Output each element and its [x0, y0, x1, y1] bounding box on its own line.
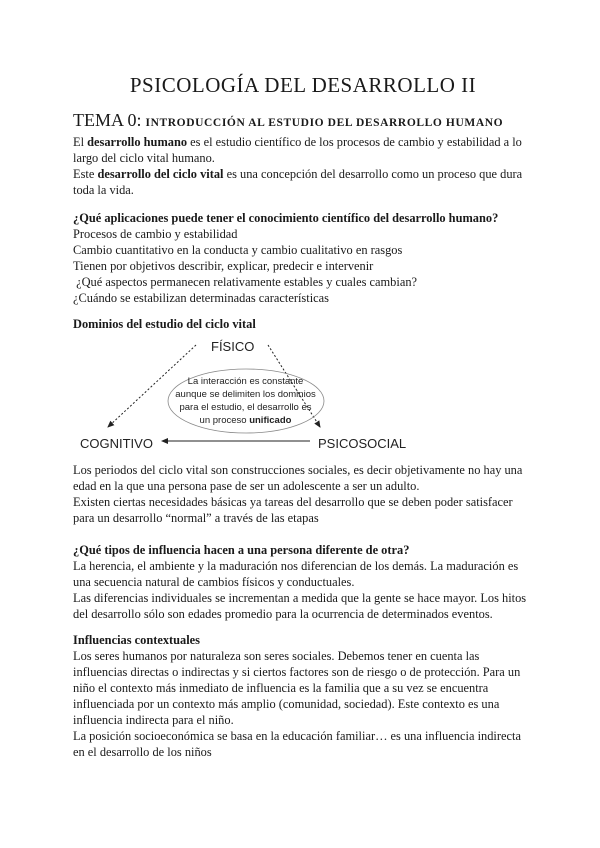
label-psicosocial: PSICOSOCIAL — [318, 436, 407, 451]
intro-section — [73, 134, 533, 198]
contextuales-section — [73, 632, 533, 760]
aplicaciones-line-1: Procesos de cambio y estabilidad — [73, 227, 238, 241]
intro-p1-bold: desarrollo humano — [87, 135, 188, 149]
intro-paragraph-2 — [73, 166, 533, 198]
intro-p2-bold: desarrollo del ciclo vital — [97, 167, 224, 181]
influencia-paragraph-2: Las diferencias individuales se incrementan a medida que la gente se hace mayor. Los hitos del desarrollo sólo son edades promedio para la ocurrencia de determinados eventos. — [73, 591, 527, 621]
tema-title: INTRODUCCIÓN AL ESTUDIO DEL DESARROLLO HUMANO — [145, 117, 504, 129]
aplicaciones-line-2: Cambio cuantitativo en la conducta y cambio cualitativo en rasgos — [73, 243, 403, 257]
dominios-paragraph-2: Existen ciertas necesidades básicas ya tareas del desarrollo que se deben poder satisfacer para un desarrollo “normal” a través de las etapas — [73, 495, 513, 525]
center-line-3: para el estudio, el desarrollo es — [179, 402, 312, 413]
center-line-4-bold: unificado — [249, 415, 292, 426]
aplicaciones-line-4: ¿Qué aspectos permanecen relativamente estables y cuales cambian? — [73, 275, 418, 289]
center-line-4 — [168, 414, 323, 427]
center-line-1: La interacción es constante — [187, 376, 304, 387]
center-line-2: aunque se delimiten los dominios — [175, 389, 316, 400]
center-line-4-text: un proceso — [199, 415, 250, 426]
intro-p2-text-a: Este — [73, 167, 98, 181]
influencia-heading: ¿Qué tipos de influencia hacen a una persona diferente de otra? — [73, 543, 410, 557]
intro-p1-text-b: es el estudio científico de los procesos de cambio y estabilidad a lo largo del ciclo vital humano. — [73, 135, 522, 165]
intro-paragraph-1 — [73, 134, 533, 166]
aplicaciones-line-5: ¿Cuándo se estabilizan determinadas características — [73, 291, 329, 305]
document-title: PSICOLOGÍA DEL DESARROLLO II — [129, 73, 477, 97]
aplicaciones-section — [73, 210, 533, 306]
contextuales-paragraph-2: La posición socioeconómica se basa en la educación familiar… es una influencia indirecta en el desarrollo de los niños — [73, 729, 521, 759]
aplicaciones-line-3: Tienen por objetivos describir, explicar, predecir e intervenir — [73, 259, 374, 273]
dominios-paragraph-1: Los periodos del ciclo vital son construcciones sociales, es decir objetivamente no hay una edad en la que una persona pase de ser un adolescente a ser un adulto. — [73, 463, 523, 493]
intro-p1-text-a: El — [73, 135, 88, 149]
diagram-center-text — [168, 375, 323, 427]
dominios-diagram — [78, 335, 418, 457]
contextuales-paragraph-1: Los seres humanos por naturaleza son seres sociales. Debemos tener en cuenta las influencias directas o indirectas y si ciertos factores son de riesgo o de protección. Para un niño el contexto más inmediato de influencia es la familia que a su vez se encuentra influenciada por un contexto más amplio (comunidad, sociedad). Este contexto es una influencia indirecta para el niño. — [73, 649, 521, 727]
dominios-heading-block — [73, 316, 533, 332]
aplicaciones-heading: ¿Qué aplicaciones puede tener el conocimiento científico del desarrollo humano? — [73, 211, 499, 225]
influencia-paragraph-1: La herencia, el ambiente y la maduración nos diferencian de los demás. La maduración es una secuencia natural de cambios físicos y conductuales. — [73, 559, 519, 589]
tema-heading — [73, 110, 543, 131]
dominios-text — [73, 462, 533, 526]
label-cognitivo: COGNITIVO — [80, 436, 153, 451]
influencia-section — [73, 542, 533, 622]
dominios-heading: Dominios del estudio del ciclo vital — [73, 317, 256, 331]
tema-number: TEMA 0: — [73, 110, 142, 130]
intro-p2-text-b: es una concepción del desarrollo como un proceso que dura toda la vida. — [73, 167, 523, 197]
contextuales-heading: Influencias contextuales — [73, 633, 201, 647]
label-fisico: FÍSICO — [211, 339, 255, 354]
